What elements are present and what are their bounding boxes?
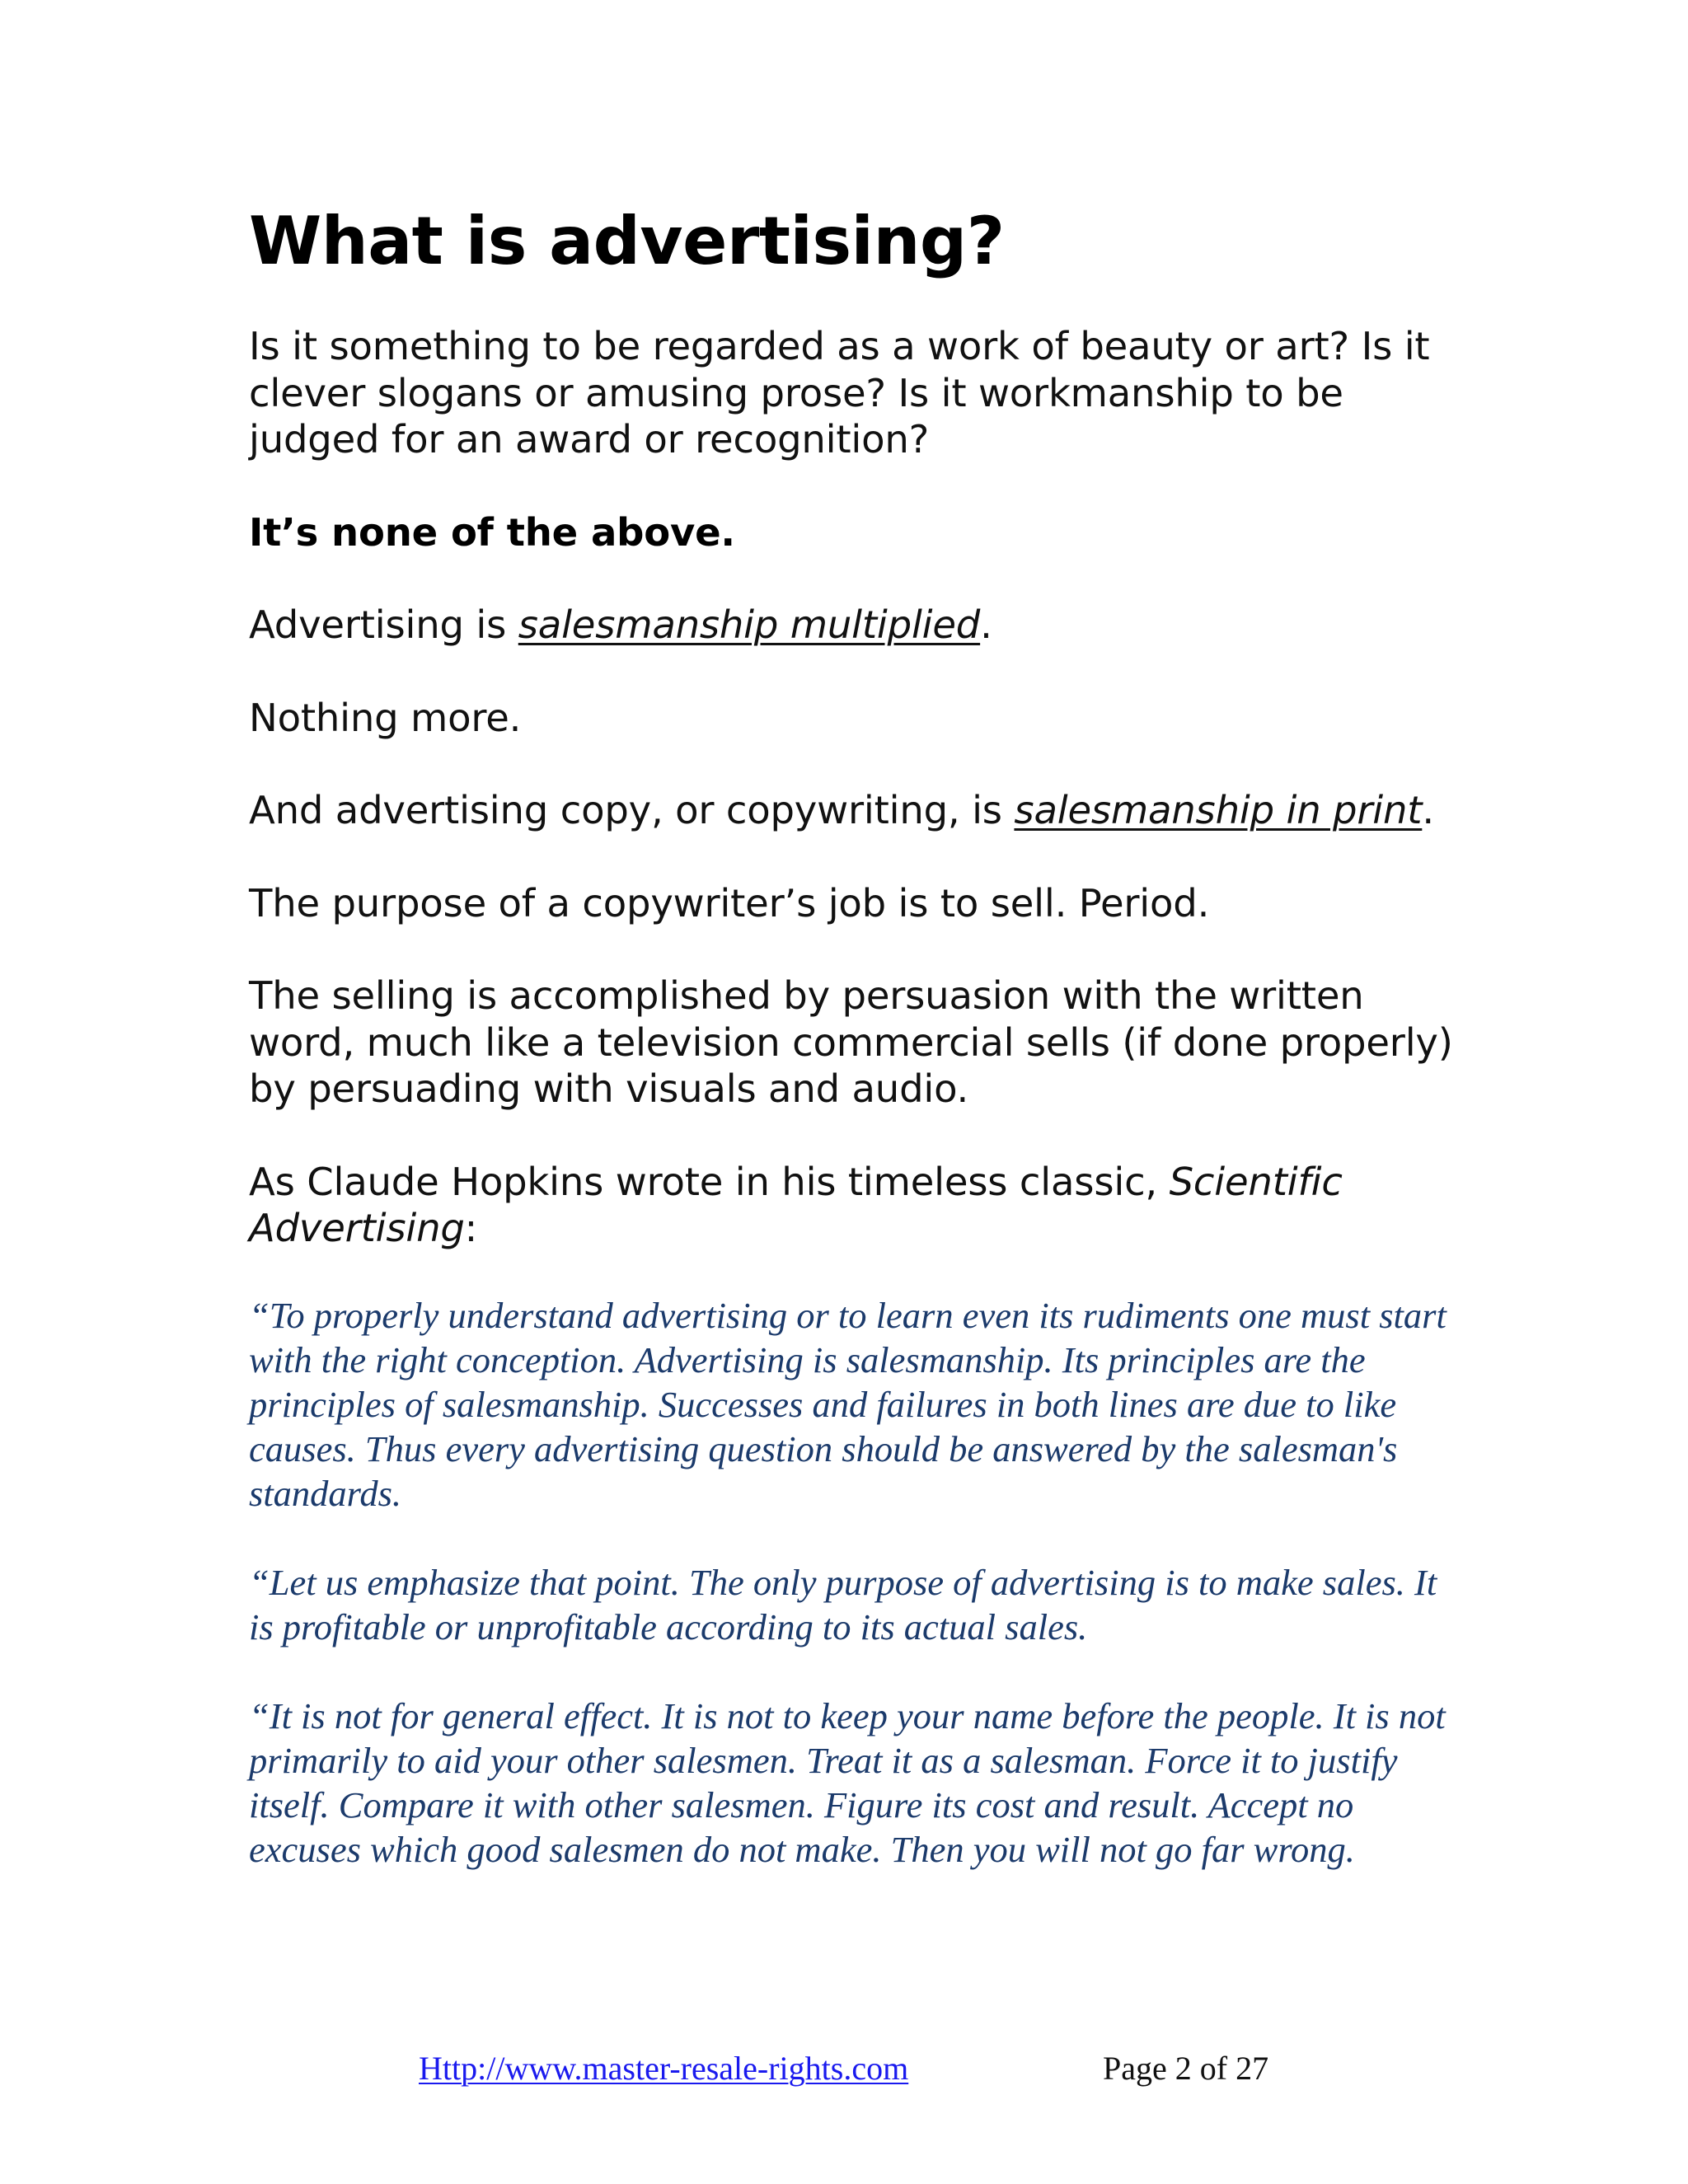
- quote-block-3: “It is not for general effect. It is not to keep your name before the people. It is not primarily to aid your other salesmen. Treat it as a salesman. Force it to justify itself. Compare it with other salesmen. Figure its cost and result. Accept no excuses which good salesmen do not make. Then you will not go far wrong.: [249, 1694, 1446, 1870]
- nothing-more-paragraph: Nothing more.: [249, 695, 522, 740]
- spacer: [249, 649, 1469, 695]
- copywriting-prefix: And advertising copy, or copywriting, is: [249, 788, 1015, 832]
- spacer: [249, 1113, 1469, 1159]
- copywriting-suffix: .: [1422, 788, 1434, 832]
- spacer: [249, 741, 1469, 787]
- spacer: [249, 926, 1469, 972]
- hopkins-prefix: As Claude Hopkins wrote in his timeless classic,: [249, 1159, 1170, 1204]
- definition-prefix: Advertising is: [249, 602, 518, 647]
- spacer: [249, 555, 1469, 602]
- bold-statement: It’s none of the above.: [249, 509, 735, 555]
- spacer: [249, 1516, 1469, 1560]
- intro-paragraph: Is it something to be regarded as a work of beauty or art? Is it clever slogans or amusing prose? Is it workmanship to be judged for an award or recognition?: [249, 324, 1430, 462]
- definition-suffix: .: [980, 602, 992, 647]
- definition-paragraph: [249, 602, 1469, 649]
- page-title: What is advertising?: [249, 203, 1005, 279]
- page-number: Page 2 of 27: [1103, 2050, 1269, 2087]
- purpose-paragraph: The purpose of a copywriter’s job is to sell. Period.: [249, 880, 1210, 926]
- spacer: [249, 463, 1469, 509]
- quote-block-2: “Let us emphasize that point. The only purpose of advertising is to make sales. It is profitable or unprofitable according to its actual sales.: [249, 1561, 1437, 1647]
- spacer: [249, 1252, 1469, 1293]
- hopkins-intro-paragraph: [249, 1159, 1469, 1252]
- definition-emphasis: salesmanship multiplied: [518, 602, 981, 647]
- spacer: [249, 834, 1469, 880]
- copywriting-emphasis: salesmanship in print: [1014, 788, 1423, 832]
- copywriting-paragraph: [249, 787, 1469, 834]
- selling-paragraph: The selling is accomplished by persuasion with the written word, much like a television commercial sells (if done properly) by persuading with visuals and audio.: [249, 973, 1453, 1111]
- page-footer: [0, 2044, 1688, 2093]
- book-title: Scientific Advertising: [249, 1159, 1343, 1250]
- spacer: [249, 285, 1469, 323]
- footer-website-link[interactable]: Http://www.master-resale-rights.com: [419, 2050, 909, 2087]
- spacer: [249, 1649, 1469, 1694]
- quote-block-1: “To properly understand advertising or to learn even its rudiments one must start with the right conception. Advertising is salesmanship. Its principles are the principles of salesmanship. Successes and failures in both lines are due to like causes. Thus every advertising question should be answered by the salesman's standards.: [249, 1294, 1447, 1514]
- page-content: [249, 198, 1469, 1872]
- hopkins-suffix: :: [464, 1206, 478, 1250]
